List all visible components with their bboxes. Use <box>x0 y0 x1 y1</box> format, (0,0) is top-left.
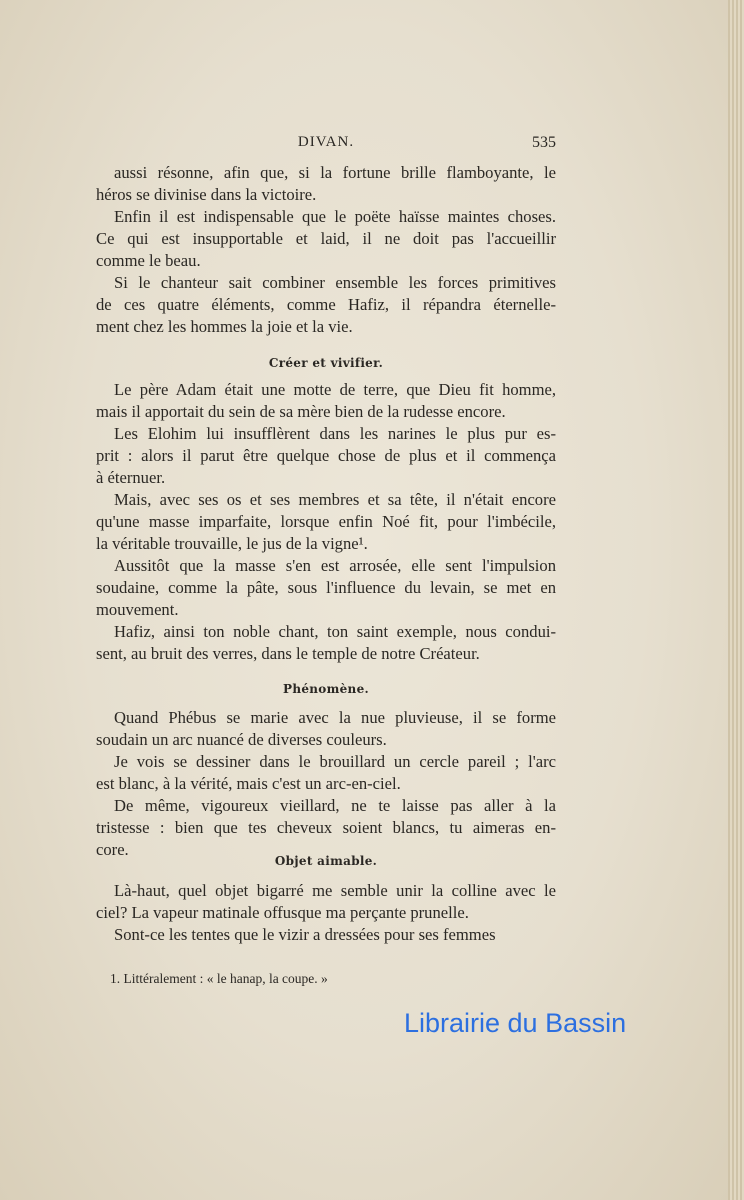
paragraph <box>96 555 556 621</box>
text-line: soudain un arc nuancé de diverses couleurs. <box>96 730 387 749</box>
running-title: DIVAN. <box>297 134 355 150</box>
text-line: Le père Adam était une motte de terre, que Dieu fit homme, <box>114 380 556 399</box>
paragraph <box>96 795 556 861</box>
paragraph <box>96 489 556 555</box>
section-objet-aimable <box>96 880 556 946</box>
page-number: 535 <box>532 134 556 151</box>
section-heading-creer: Créer et vivifier. <box>268 356 384 370</box>
paragraph <box>96 206 556 272</box>
text-line: Si le chanteur sait combiner ensemble les forces primitives <box>114 273 556 292</box>
paragraph <box>96 272 556 338</box>
text-line: Quand Phébus se marie avec la nue pluvieuse, il se forme <box>114 708 556 727</box>
text-line: Aussitôt que la masse s'en est arrosée, elle sent l'impulsion <box>114 556 556 575</box>
paragraph <box>96 707 556 751</box>
paragraph <box>96 423 556 489</box>
text-line: Les Elohim lui insufflèrent dans les narines le plus pur es- <box>114 424 556 443</box>
text-line: Enfin il est indispensable que le poëte haïsse maintes choses. <box>114 207 556 226</box>
text-line: comme le beau. <box>96 251 201 270</box>
text-line: soudaine, comme la pâte, sous l'influence du levain, se met en <box>96 578 556 597</box>
text-line: Mais, avec ses os et ses membres et sa tête, il n'était encore <box>114 490 556 509</box>
section-heading-objet: Objet aimable. <box>274 854 378 868</box>
section-creer-et-vivifier <box>96 379 556 665</box>
text-line: ciel? La vapeur matinale offusque ma perçante prunelle. <box>96 903 469 922</box>
section-phenomene <box>96 707 556 861</box>
text-line: De même, vigoureux vieillard, ne te laisse pas aller à la <box>114 796 556 815</box>
text-line: Hafiz, ainsi ton noble chant, ton saint exemple, nous condui- <box>114 622 556 641</box>
text-line: qu'une masse imparfaite, lorsque enfin Noé fit, pour l'imbécile, <box>96 512 556 531</box>
paragraph <box>96 880 556 924</box>
text-line: mais il apportait du sein de sa mère bien de la rudesse encore. <box>96 402 506 421</box>
text-line: Sont-ce les tentes que le vizir a dressées pour ses femmes <box>114 925 496 944</box>
text-line: core. <box>96 840 129 859</box>
page-edges <box>728 0 744 1200</box>
text-line: est blanc, à la vérité, mais c'est un arc-en-ciel. <box>96 774 401 793</box>
section-heading-phenomene: Phénomène. <box>283 682 369 696</box>
paragraph <box>96 162 556 206</box>
watermark: Librairie du Bassin <box>404 1008 627 1038</box>
paragraph <box>96 924 556 946</box>
text-line: prit : alors il parut être quelque chose de plus et il commença <box>96 446 556 465</box>
running-header <box>96 134 556 156</box>
text-line: Ce qui est insupportable et laid, il ne doit pas l'accueillir <box>96 229 556 248</box>
text-line: ment chez les hommes la joie et la vie. <box>96 317 353 336</box>
paragraph <box>96 379 556 423</box>
text-line: tristesse : bien que tes cheveux soient blancs, tu aimeras en- <box>96 818 556 837</box>
section-intro <box>96 162 556 338</box>
text-line: sent, au bruit des verres, dans le temple de notre Créateur. <box>96 644 480 663</box>
text-line: à éternuer. <box>96 468 166 487</box>
paragraph <box>96 621 556 665</box>
text-line: héros se divinise dans la victoire. <box>96 185 317 204</box>
text-line: aussi résonne, afin que, si la fortune brille flamboyante, le <box>114 163 556 182</box>
paragraph <box>96 751 556 795</box>
text-line: de ces quatre éléments, comme Hafiz, il répandra éternelle- <box>96 295 556 314</box>
text-line: la véritable trouvaille, le jus de la vigne¹. <box>96 534 368 553</box>
text-line: mouvement. <box>96 600 179 619</box>
footnote: 1. Littéralement : « le hanap, la coupe. » <box>110 971 328 986</box>
text-line: Là-haut, quel objet bigarré me semble unir la colline avec le <box>114 881 556 900</box>
text-line: Je vois se dessiner dans le brouillard un cercle pareil ; l'arc <box>114 752 556 771</box>
